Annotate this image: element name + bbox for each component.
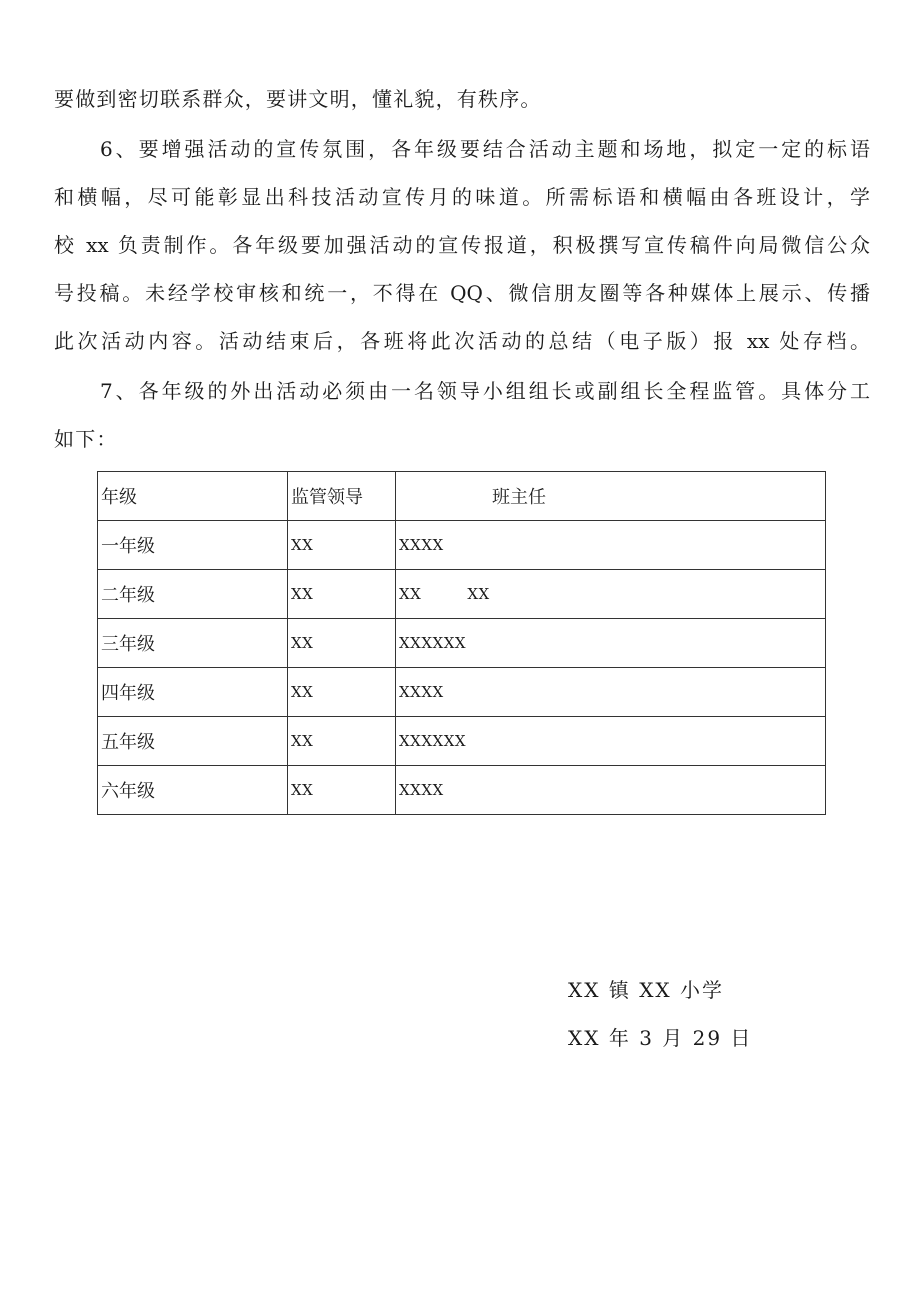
cell-leader: XX: [288, 717, 396, 766]
cell-teacher: [396, 668, 826, 717]
text-line: 7、各年级的外出活动必须由一名领导小组组长或副组长全程监管。具体分工: [100, 379, 870, 403]
text-line: 和横幅，尽可能彰显出科技活动宣传月的味道。所需标语和横幅由各班设计，学: [54, 185, 870, 209]
teacher-name: XX: [399, 585, 422, 603]
table-row: [98, 766, 826, 815]
table-row: [98, 668, 826, 717]
header-teacher: 班主任: [396, 472, 826, 521]
header-leader: 监管领导: [288, 472, 396, 521]
cell-teacher: [396, 619, 826, 668]
cell-teacher: [396, 570, 826, 619]
cell-teacher: [396, 766, 826, 815]
cell-grade: 四年级: [98, 668, 288, 717]
cell-leader: XX: [288, 668, 396, 717]
teacher-name-2: XX: [467, 585, 490, 603]
cell-grade: 三年级: [98, 619, 288, 668]
text-line: 要做到密切联系群众，要讲文明，懂礼貌，有秩序。: [54, 87, 542, 111]
teacher-name: XXXX: [399, 781, 444, 799]
header-grade: 年级: [98, 472, 288, 521]
cell-leader: XX: [288, 521, 396, 570]
text-line: 6、要增强活动的宣传氛围，各年级要结合活动主题和场地，拟定一定的标语: [100, 137, 870, 161]
cell-grade: 二年级: [98, 570, 288, 619]
text-line: 如下：: [54, 427, 118, 451]
text-line: 此次活动内容。活动结束后，各班将此次活动的总结（电子版）报 xx 处存档。: [54, 329, 870, 353]
signature-organization: XX 镇 XX 小学: [568, 978, 725, 1002]
cell-grade: 一年级: [98, 521, 288, 570]
cell-leader: XX: [288, 570, 396, 619]
table-row: [98, 619, 826, 668]
text-line: 校 xx 负责制作。各年级要加强活动的宣传报道，积极撰写宣传稿件向局微信公众: [54, 233, 870, 257]
cell-teacher: [396, 521, 826, 570]
cell-teacher: [396, 717, 826, 766]
teacher-name: XXXX: [399, 683, 444, 701]
table-header-row: [98, 472, 826, 521]
cell-leader: XX: [288, 619, 396, 668]
assignment-table: [97, 471, 826, 815]
table-row: [98, 521, 826, 570]
teacher-name: XXXXXX: [399, 732, 467, 750]
table-row: [98, 570, 826, 619]
teacher-name: XXXXXX: [399, 634, 467, 652]
signature-date: XX 年 3 月 29 日: [568, 1026, 753, 1050]
cell-leader: XX: [288, 766, 396, 815]
cell-grade: 六年级: [98, 766, 288, 815]
table-row: [98, 717, 826, 766]
cell-grade: 五年级: [98, 717, 288, 766]
teacher-name: XXXX: [399, 536, 444, 554]
text-line: 号投稿。未经学校审核和统一，不得在 QQ、微信朋友圈等各种媒体上展示、传播: [54, 281, 870, 305]
